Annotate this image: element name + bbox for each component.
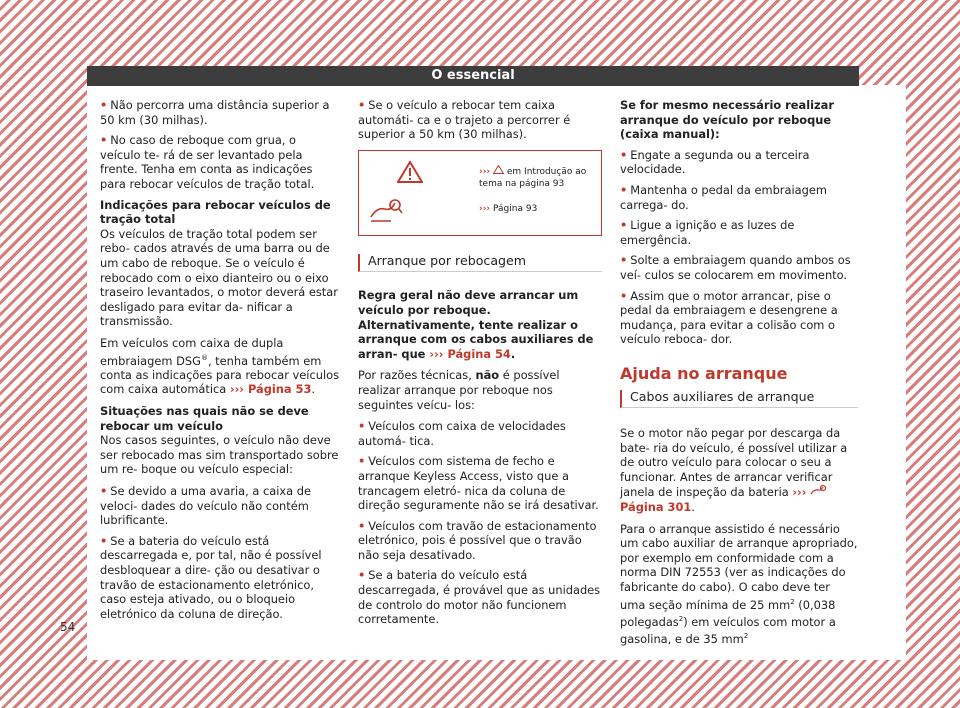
page-link[interactable]: ››› Página 54 [429, 346, 511, 361]
section-title: Arranque por rebocagem [358, 254, 602, 273]
bold-intro: Regra geral não deve arrancar um veículo por reboque. Alternativamente, tente realizar o arranque com os cabos auxiliares de arran- que ››› Página 54. [358, 288, 594, 361]
warning-ref[interactable]: ››› em Introdução ao tema na página 93 [479, 166, 587, 189]
environment-icon [369, 195, 403, 225]
section-title: Cabos auxiliares de arranque [620, 390, 858, 409]
list-item: • Se a bateria do veículo está descarregada e, por tal, não é possível desbloquear a dire- ção ou desativar o travão de estacionamento eletrónico, caso esteja ativado, ou o bloqueio eletrónico da coluna de direção. [100, 533, 322, 621]
paragraph: Para o arranque assistido é necessário um cabo auxiliar de arranque apropriado, por exemplo em conformidade com a norma DIN 72553 (ver as indicações do fabricante do cabo). O cabo deve ter uma seção mínima de 25 $mm^2$ (0,038 polegadas$^2$) em veículos com motor a gasolina, e de 35 $mm^2$ [620, 521, 858, 647]
bullet-icon: • [100, 484, 108, 499]
list-item: • Se a bateria do veículo está descarregada, é provável que as unidades de controlo do motor não funcionem corretamente. [358, 568, 601, 627]
column-right [620, 98, 858, 654]
list-item: • Se devido a uma avaria, a caixa de veloci- dades do veículo não contém lubrificante. [100, 484, 311, 528]
paragraph: Nos casos seguintes, o veículo não deve ser rebocado mas sim transportado sobre um re- boque ou veículo especial: [100, 433, 339, 477]
warning-box [358, 150, 602, 236]
paragraph: Se o motor não pegar por descarga da bate- ria do veículo, é possível utilizar a de outro veículo para colocar o seu a funcionar. Antes de arrancar verificar janela de inspeção da bateria ››› Página 301. [620, 426, 848, 515]
bullet-icon: • [620, 147, 628, 162]
list-item: • Mantenha o pedal da embraiagem carrega- do. [620, 182, 827, 212]
environment-icon [810, 484, 828, 496]
list-item: • Se o veículo a rebocar tem caixa automáti- ca e o trajeto a percorrer é superior a 50 km (30 milhas). [358, 98, 571, 142]
section-heading: Indicações para rebocar veículos de tração total [100, 197, 331, 227]
bullet-icon: • [358, 518, 366, 533]
bullet-icon: • [620, 253, 628, 268]
list-item: • Veículos com sistema de fecho e arranque Keyless Access, visto que a trancagem eletró- nica da coluna de direção seguramente não se irá desativar. [358, 454, 599, 513]
bullet-icon: • [358, 454, 366, 469]
page-header: O essencial [87, 66, 859, 86]
list-item: • Veículos com travão de estacionamento eletrónico, pois é possível que o travão não seja desativado. [358, 518, 597, 562]
section-heading: Situações nas quais não se deve rebocar um veículo [100, 404, 309, 433]
bullet-icon: • [358, 98, 366, 112]
list-item: • Assim que o motor arrancar, pise o pedal da embraiagem e desengrene a mudança, para evitar a colisão com o veículo reboca- dor. [620, 288, 838, 347]
bullet-icon: • [358, 419, 366, 434]
list-item: • Ligue a ignição e as luzes de emergência. [620, 218, 795, 247]
bullet-icon: • [358, 568, 366, 583]
bullet-icon: • [620, 218, 628, 233]
bullet-icon: • [620, 288, 628, 303]
warning-triangle-icon [397, 161, 423, 183]
bullet-icon: • [620, 182, 628, 197]
page-number: 54 [60, 620, 76, 634]
chapter-title: Ajuda no arranque [620, 363, 788, 383]
page-ref[interactable]: ››› Página 93 [479, 203, 538, 214]
paragraph: Os veículos de tração total podem ser rebo- cados através de uma barra ou de um cabo de reboque. Se o veículo é rebocado com o eixo dianteiro ou o eixo traseiro levantados, o motor deverá estar desligado para evitar da- nificar a transmissão. [100, 226, 338, 329]
page-link[interactable]: ››› Página 53 [229, 382, 312, 397]
list-item: • Veículos com caixa de velocidades automá- tica. [358, 419, 566, 448]
column-middle [358, 98, 602, 633]
bullet-icon: • [100, 533, 108, 548]
bullet-icon: • [100, 98, 108, 112]
list-item: • Engate a segunda ou a terceira velocidade. [620, 147, 810, 177]
list-item: • No caso de reboque com grua, o veículo te- rá de ser levantado pela frente. Tenha em conta as indicações para rebocar veículos de tração total. [100, 133, 315, 191]
page-link[interactable]: ››› Página 301 [620, 485, 828, 514]
column-left [100, 98, 340, 627]
paragraph: Por razões técnicas, não é possível realizar arranque por reboque nos seguintes veícu- los: [358, 368, 560, 412]
section-heading: Se for mesmo necessário realizar arranque do veículo por reboque (caixa manual): [620, 98, 834, 142]
list-item: • Não percorra uma distância superior a 50 km (30 milhas). [100, 98, 330, 127]
paragraph: Em veículos com caixa de dupla embraiagem DSG®, tenha também em conta as indicações para rebocar veículos com caixa automática ››› Página 53. [100, 335, 340, 397]
list-item: • Solte a embraiagem quando ambos os veí- culos se colocarem em movimento. [620, 253, 851, 282]
warning-small-icon [493, 165, 504, 174]
bullet-icon: • [100, 133, 108, 148]
